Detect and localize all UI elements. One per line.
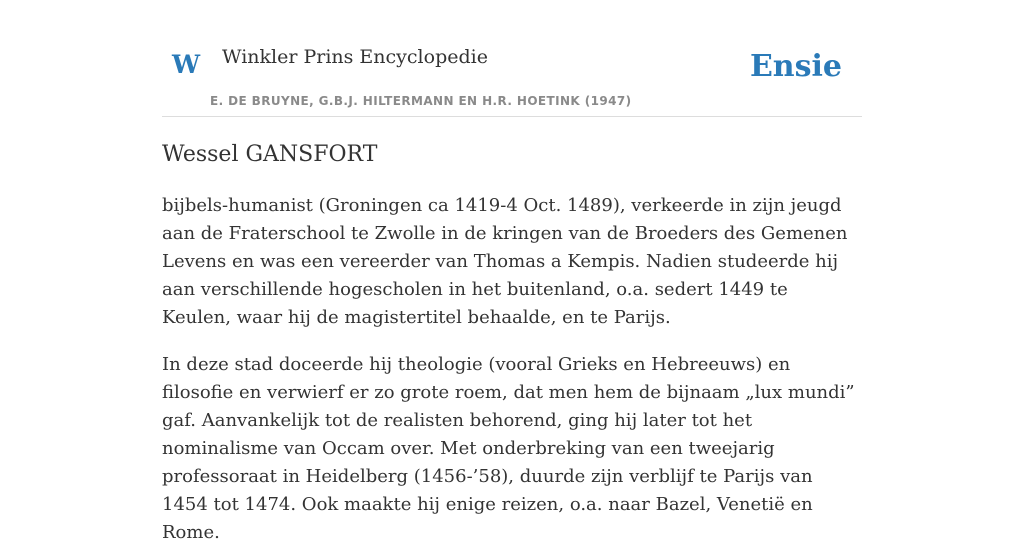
encyclopedia-authors: E. DE BRUYNE, G.B.J. HILTERMANN EN H.R. HOETINK (1947)	[210, 94, 632, 108]
encyclopedia-header	[162, 0, 862, 117]
encyclopedia-title[interactable]: Winkler Prins Encyclopedie	[222, 46, 488, 68]
article	[162, 138, 862, 547]
article-paragraph: bijbels-humanist (Groningen ca 1419-4 Oct. 1489), verkeerde in zijn jeugd aan de Fraterschool te Zwolle in de kringen van de Broeders des Gemenen Levens en was een vereerder van Thomas a Kempis. Nadien studeerde hij aan verschillende hogescholen in het buitenland, o.a. sedert 1449 te Keulen, waar hij de magistertitel behaalde, en te Parijs.	[162, 195, 848, 328]
encyclopedia-logo[interactable]: W	[172, 50, 201, 79]
article-paragraph: In deze stad doceerde hij theologie (vooral Grieks en Hebreeuws) en filosofie en verwierf er zo grote roem, dat men hem de bijnaam „lux mundi” gaf. Aanvankelijk tot de realisten behorend, ging hij later tot het nominalisme van Occam over. Met onderbreking van een tweejarig professoraat in Heidelberg (1456-’58), duurde zijn verblijf te Parijs van 1454 tot 1474. Ook maakte hij enige reizen, o.a. naar Bazel, Venetië en Rome.	[162, 354, 855, 543]
ensie-brand-link[interactable]: Ensie	[749, 49, 842, 84]
article-title: Wessel GANSFORT	[162, 142, 378, 167]
